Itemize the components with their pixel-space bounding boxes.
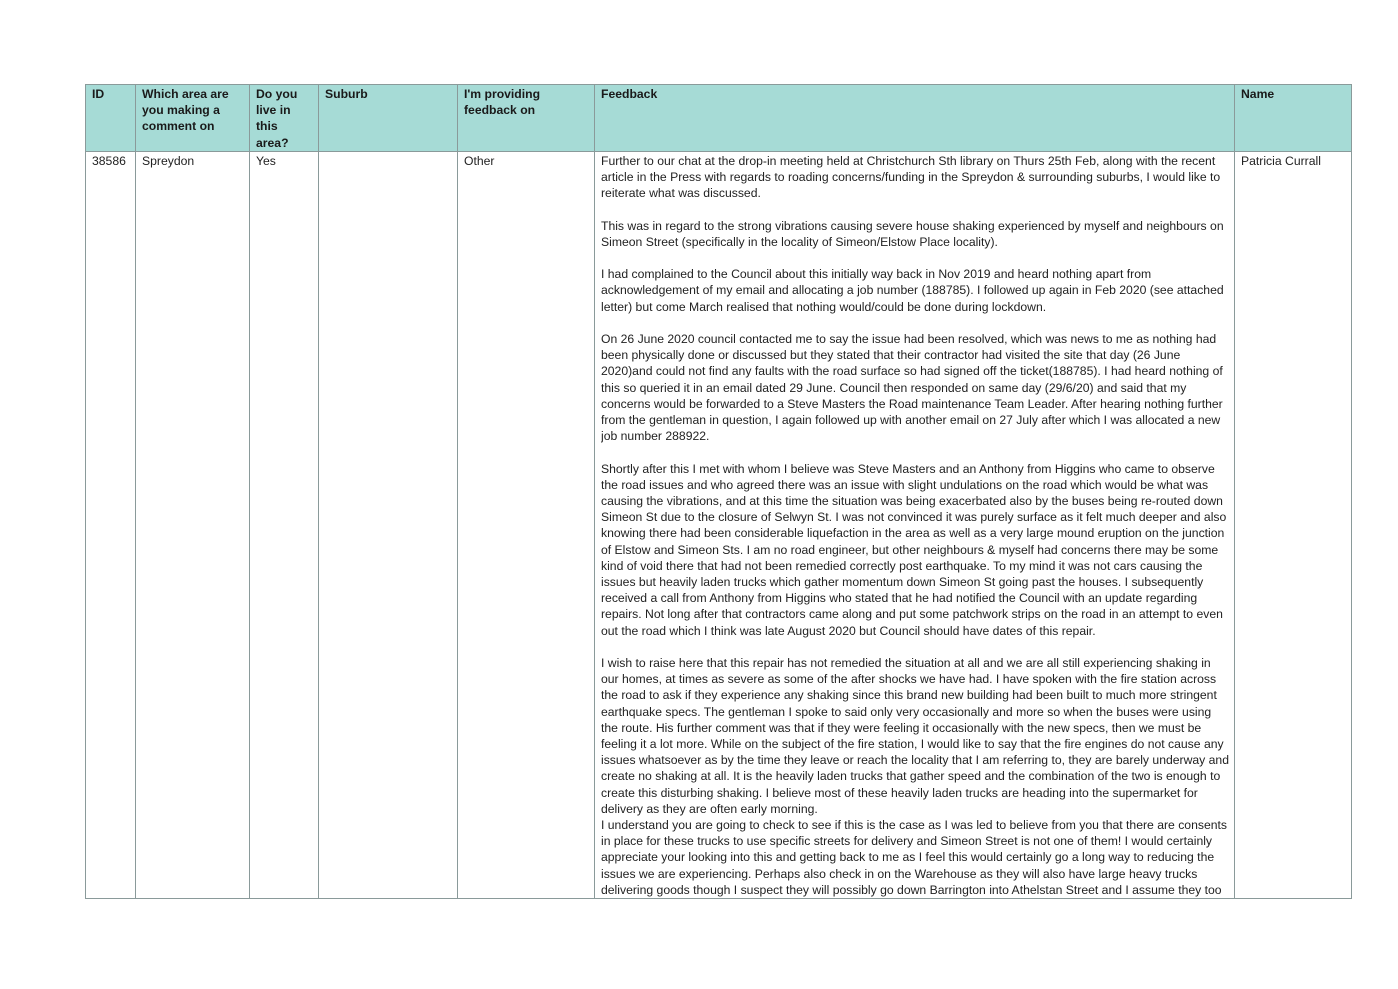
cell-name: Patricia Currall [1235,151,1352,898]
cell-area: Spreydon [136,151,250,898]
cell-feedback [595,151,1235,898]
feedback-paragraph: I had complained to the Council about this initially way back in Nov 2019 and heard nothing apart from acknowledgement of my email and allocating a job number (188785). I followed up again in Feb 2020 (see attached letter) but come March realised that nothing would/could be done during lockdown. [601,267,1224,314]
feedback-text [601,153,1229,898]
feedback-paragraph: Further to our chat at the drop-in meeting held at Christchurch Sth library on Thurs 25th Feb, along with the recent article in the Press with regards to roading concerns/funding in the Spreydon & surrounding suburbs, I would like to reiterate what was discussed. [601,153,1221,201]
cell-providing-feedback-on: Other [458,151,595,898]
header-name: Name [1235,85,1352,152]
header-suburb: Suburb [319,85,458,152]
header-row [86,85,1352,152]
feedback-paragraph: Shortly after this I met with whom I believe was Steve Masters and an Anthony from Higgins who came to observe the road issues and who agreed there was an issue with slight undulations on the road which would be what was causing the vibrations, and at this time the situation was being exacerbated also by the buses being re-routed down Simeon St due to the closure of Selwyn St. I was not convinced it was purely surface as it felt much deeper and also knowing there had been considerable liquefaction in the area as well as a very large mound eruption on the junction of Elstow and Simeon Sts. I am no road engineer, but other neighbours & myself had concerns there may be some kind of void there that had not been remedied correctly post earthquake. To my mind it was not cars causing the issues but heavily laden trucks which gather momentum down Simeon St going past the houses. I subsequently received a call from Anthony from Higgins who stated that he had notified the Council with an update regarding repairs. Not long after that contractors came along and put some patchwork strips on the road in an attempt to even out the road which I think was late August 2020 but Council should have dates of this repair. [601,461,1227,638]
feedback-paragraph: On 26 June 2020 council contacted me to say the issue had been resolved, which was news to me as nothing had been physically done or discussed but they stated that their contractor had visited the site that day (26 June 2020)and could not find any faults with the road surface so had signed off the ticket(188785). I had heard nothing of this so queried it in an email dated 29 June. Council then responded on same day (29/6/20) and said that my concerns would be forwarded to a Steve Masters the Road maintenance Team Leader. After hearing nothing further from the gentleman in question, I again followed up with another email on 27 July after which I was allocated a new job number 288922. [601,332,1223,444]
cell-suburb [319,151,458,898]
feedback-paragraph: This was in regard to the strong vibrations causing severe house shaking experienced by myself and neighbours on Simeon Street (specifically in the locality of Simeon/Elstow Place locality). [601,218,1224,249]
header-live-in-area: Do you live in this area? [250,85,319,152]
header-area: Which area are you making a comment on [136,85,250,152]
header-feedback: Feedback [595,85,1235,152]
header-providing-feedback-on: I'm providing feedback on [458,85,595,152]
table-row [86,151,1352,898]
feedback-paragraph: I understand you are going to check to see if this is the case as I was led to believe from you that there are consents in place for these trucks to use specific streets for delivery and Simeon Street is not one of them! I would certainly appreciate your looking into this and getting back to me as I feel this would certainly go a long way to reducing the issues we are experiencing. Perhaps also check in on the Warehouse as they will also have large heavy trucks delivering goods though I suspect they will possibly go down Barrington into Athelstan Street and I assume they too [601,818,1227,897]
feedback-paragraph: I wish to raise here that this repair has not remedied the situation at all and we are all still experiencing shaking in our homes, at times as severe as some of the after shocks we have had. I have spoken with the fire station across the road to ask if they experience any shaking since this brand new building had been built to much more stringent earthquake specs. The gentleman I spoke to said only very occasionally and more so when the buses were using the route. His further comment was that if they were feeling it occasionally with the new specs, then we must be feeling it a lot more. While on the subject of the fire station, I would like to say that the fire engines do not cause any issues whatsoever as by the time they leave or reach the locality that I am referring to, they are barely underway and create no shaking at all. It is the heavily laden trucks that gather speed and the combination of the two is enough to create this disturbing shaking. I believe most of these heavily laden trucks are heading into the supermarket for delivery as they are often early morning. [601,656,1229,816]
cell-live-in-area: Yes [250,151,319,898]
cell-id: 38586 [86,151,136,898]
feedback-table [85,84,1352,899]
header-id: ID [86,85,136,152]
